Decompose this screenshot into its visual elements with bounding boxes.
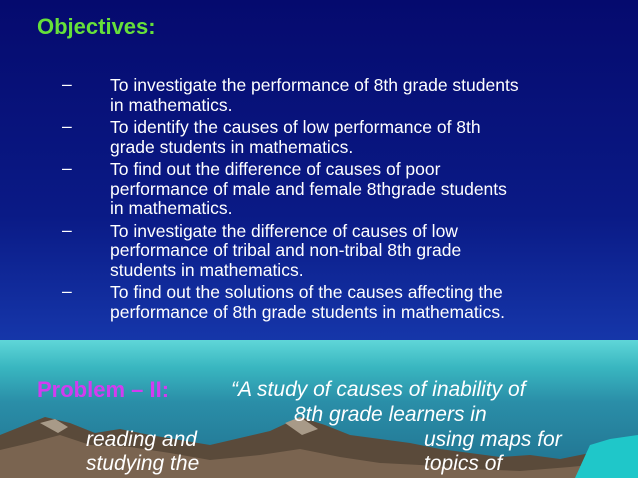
objective-line: performance of tribal and non-tribal 8th grade xyxy=(110,240,462,260)
problem-text-line-4b: topics of xyxy=(424,452,503,475)
objective-line: To find out the difference of causes of poor xyxy=(110,159,441,179)
problem-text-line-4a: studying the xyxy=(86,452,200,475)
problem-label: Problem – II: xyxy=(37,377,170,402)
bullet-dash: – xyxy=(62,281,72,301)
objective-item xyxy=(62,160,622,219)
objective-item xyxy=(62,283,622,322)
objective-item xyxy=(62,118,622,157)
objectives-list xyxy=(62,76,622,325)
objective-line: To identify the causes of low performance of 8th xyxy=(110,117,481,137)
problem-text-line-2: 8th grade learners in xyxy=(294,403,487,426)
bullet-dash: – xyxy=(62,219,72,240)
objective-line: students in mathematics. xyxy=(110,259,304,280)
objective-line: To investigate the difference of causes of low xyxy=(110,220,458,241)
objective-line: grade students in mathematics. xyxy=(110,136,354,157)
objective-line: To find out the solutions of the causes affecting the xyxy=(110,282,503,302)
objective-item xyxy=(62,219,622,281)
slide-title: Objectives: xyxy=(37,14,156,39)
objective-line: in mathematics. xyxy=(110,198,233,218)
problem-text-line-1: “A study of causes of inability of xyxy=(231,378,526,401)
bullet-dash: – xyxy=(62,116,72,136)
objective-line: performance of 8th grade students in mathematics. xyxy=(110,301,505,322)
problem-text-line-3b: using maps for xyxy=(424,428,562,451)
bullet-dash: – xyxy=(62,158,72,178)
objective-item xyxy=(62,76,622,115)
objective-line: in mathematics. xyxy=(110,94,233,115)
bullet-dash: – xyxy=(62,74,72,94)
objective-line: performance of male and female 8thgrade students xyxy=(110,178,507,199)
problem-text-line-3a: reading and xyxy=(86,428,197,451)
objective-line: To investigate the performance of 8th grade students xyxy=(110,75,519,95)
